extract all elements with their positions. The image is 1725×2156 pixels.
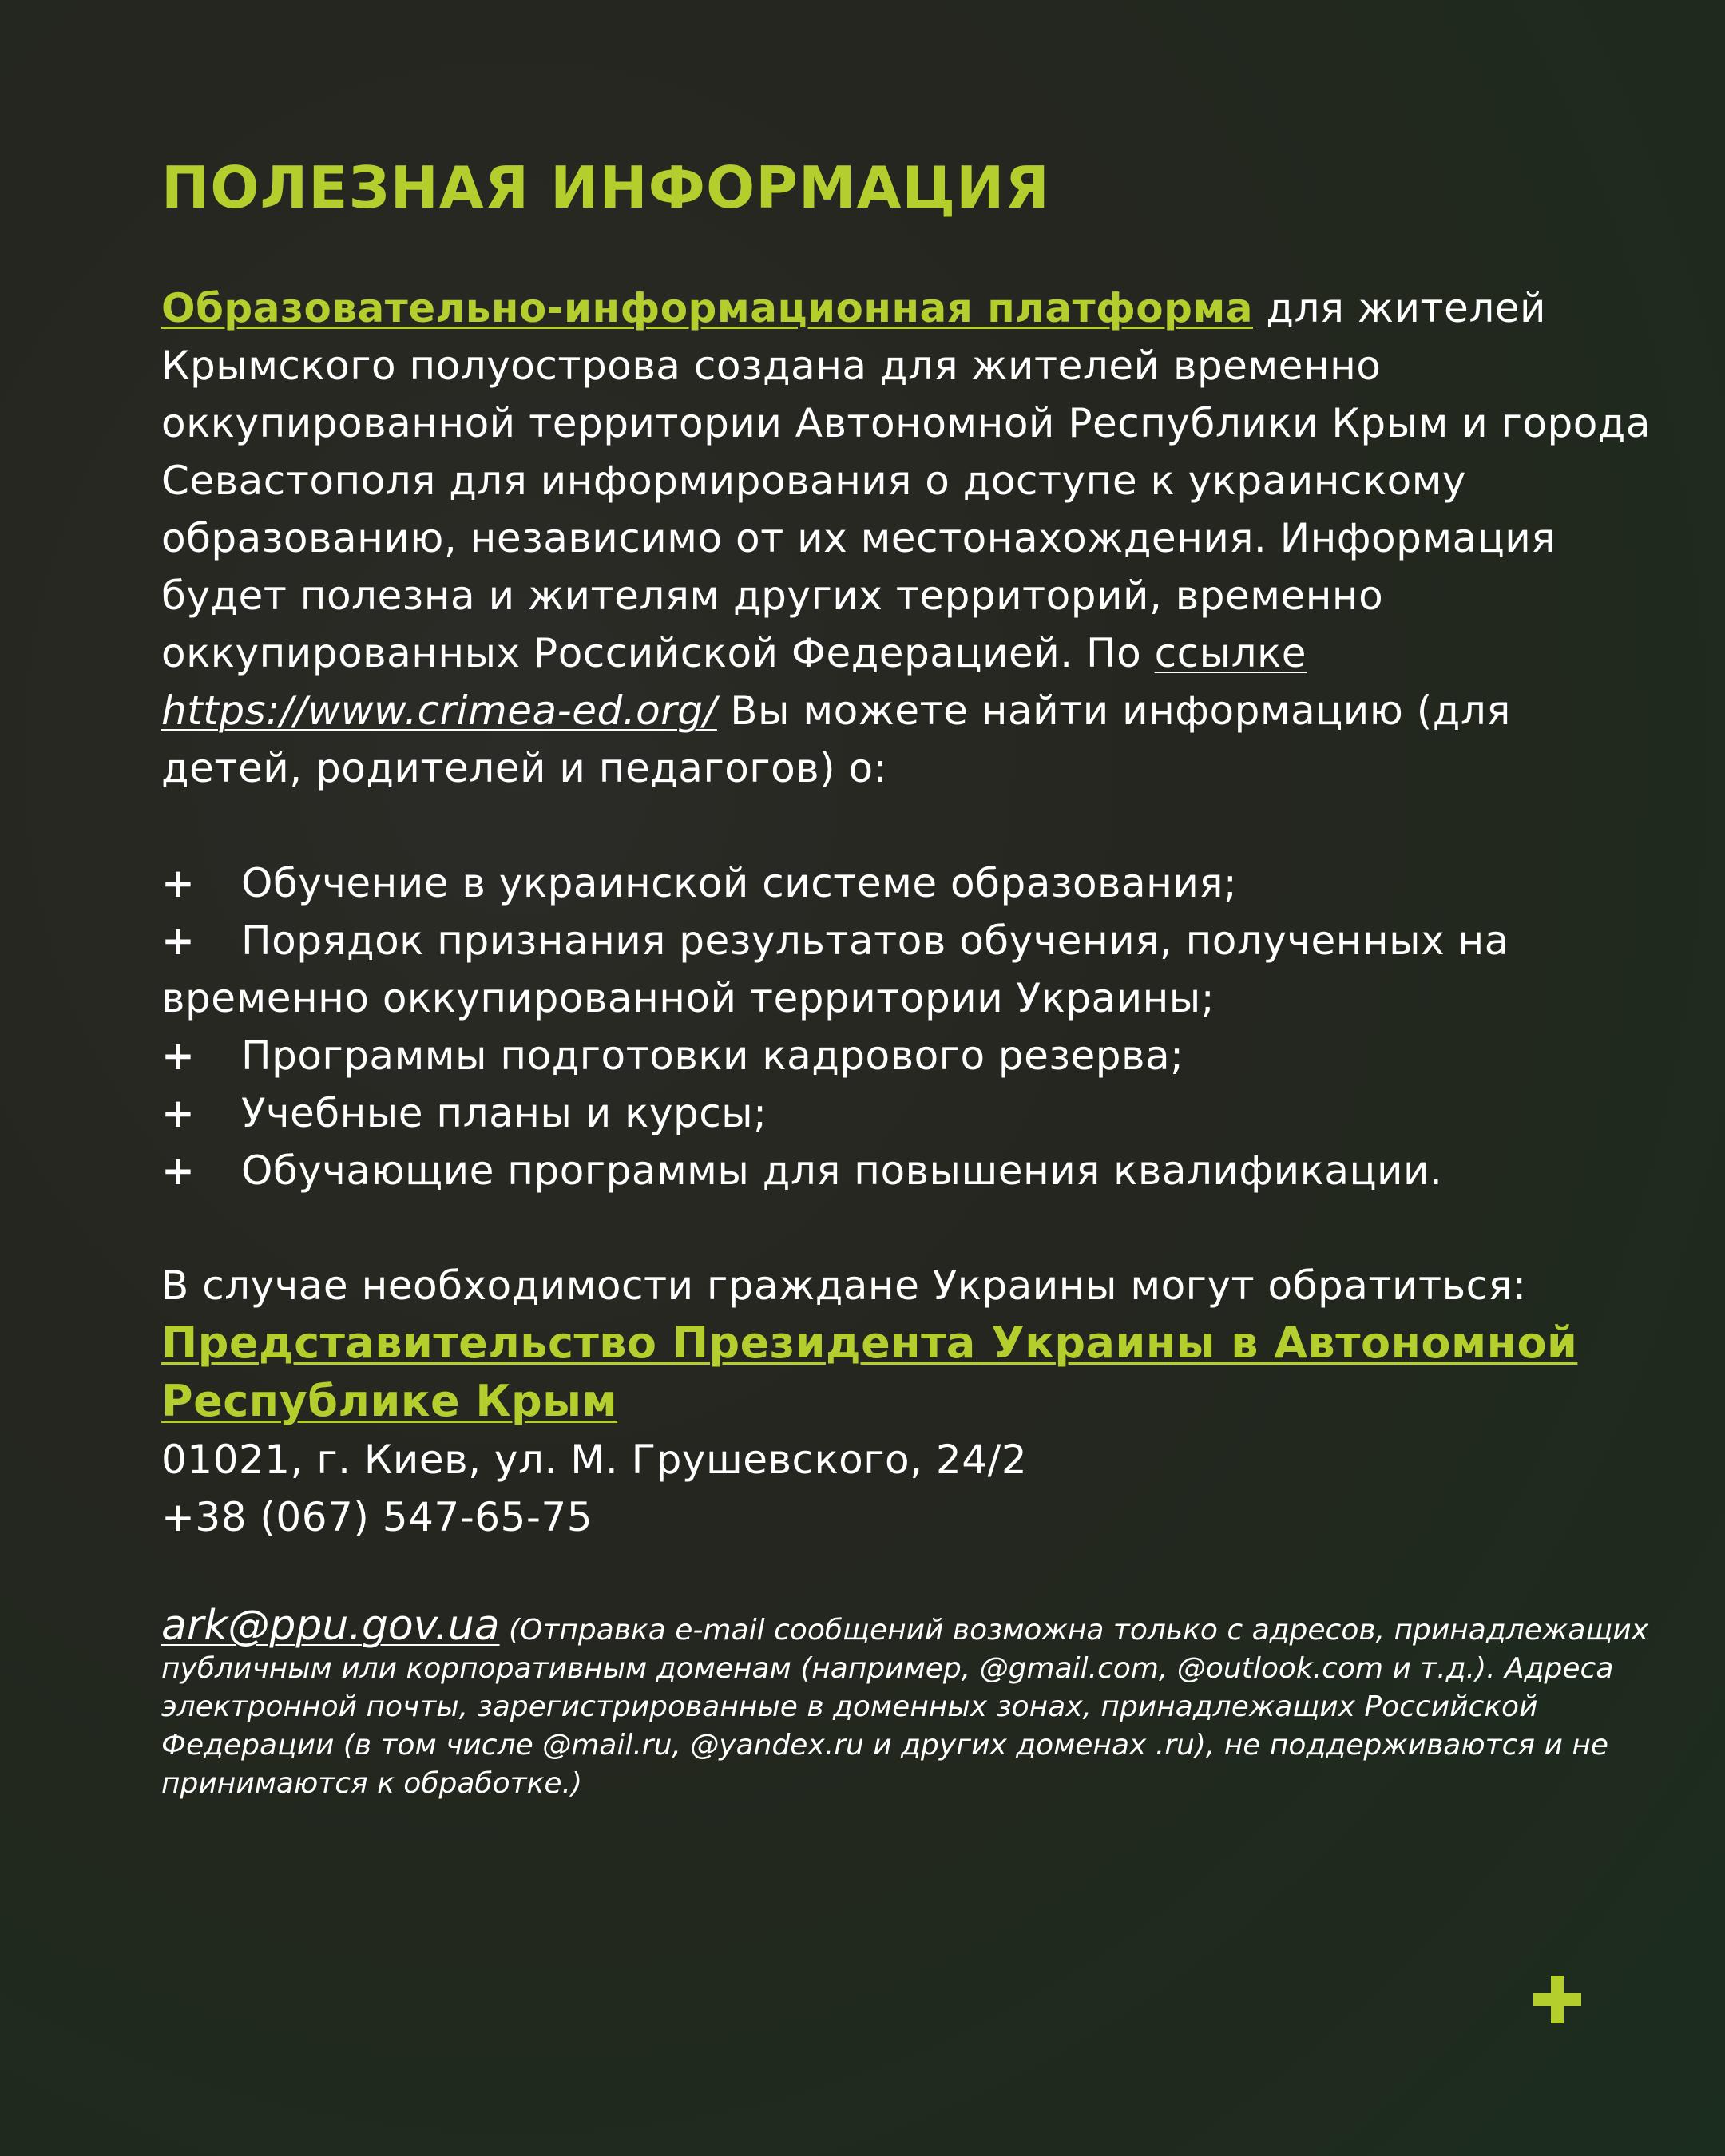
plus-icon: + — [161, 917, 196, 964]
plus-icon: + — [161, 1032, 196, 1079]
contact-intro: В случае необходимости граждане Украины могут обратиться: — [161, 1262, 1527, 1309]
intro-text-2: Вы можете найти информацию (для детей, родителей и педагогов) о: — [161, 688, 1511, 791]
platform-link[interactable]: Образовательно-информационная платформа — [161, 285, 1253, 331]
list-item-text: Обучающие программы для повышения квалификации. — [241, 1147, 1443, 1194]
plus-icon: + — [161, 860, 196, 906]
address: 01021, г. Киев, ул. М. Грушевского, 24/2 — [161, 1437, 1028, 1483]
org-link[interactable]: Представительство Президента Украины в Автономной Республике Крым — [161, 1318, 1578, 1426]
list-item — [161, 1027, 1663, 1084]
intro-paragraph — [161, 279, 1663, 797]
content — [161, 152, 1663, 1803]
email-block — [161, 1602, 1663, 1803]
email-note: (Отправка e-mail сообщений возможна только с адресов, принадлежащих публичным или корпоративным доменам (например, @gmail.com, @outlook.com и т.д.). Адреса электронной почты, зарегистрированные в доменных зонах, принадлежащих Российской Федерации (в том числе @mail.ru, @yandex.ru и других доменах .ru), не поддерживаются и не принимаются к обработке.) — [161, 1614, 1649, 1800]
list-item — [161, 1142, 1663, 1199]
email-link[interactable]: ark@ppu.gov.ua — [161, 1602, 500, 1650]
link-word[interactable]: ссылке — [1154, 630, 1307, 676]
list-item — [161, 1084, 1663, 1142]
list-item-text: Порядок признания результатов обучения, полученных на временно оккупированной территории Украины; — [161, 917, 1509, 1021]
list-item — [161, 854, 1663, 912]
plus-icon: + — [161, 1147, 196, 1194]
info-list — [161, 854, 1663, 1199]
phone: +38 (067) 547-65-75 — [161, 1494, 593, 1540]
list-item-text: Обучение в украинской системе образования; — [241, 860, 1238, 906]
list-item-text: Программы подготовки кадрового резерва; — [241, 1032, 1184, 1079]
intro-text-1: для жителей Крымского полуострова создана для жителей временно оккупированной территории Автономной Республики Крым и города Севастополя для информирования о доступе к украинскому образованию, независимо от их местонахождения. Информация будет полезна и жителям других территорий, временно оккупированных Российской Федерацией. По — [161, 285, 1651, 676]
plus-icon: + — [161, 1090, 196, 1136]
list-item — [161, 912, 1663, 1027]
crimea-ed-url-link[interactable]: https://www.crimea-ed.org/ — [161, 688, 717, 734]
page-title: ПОЛЕЗНАЯ ИНФОРМАЦИЯ — [161, 154, 1050, 221]
list-item-text: Учебные планы и курсы; — [241, 1090, 767, 1136]
plus-icon — [1533, 1976, 1581, 2023]
contact-block — [161, 1257, 1663, 1546]
